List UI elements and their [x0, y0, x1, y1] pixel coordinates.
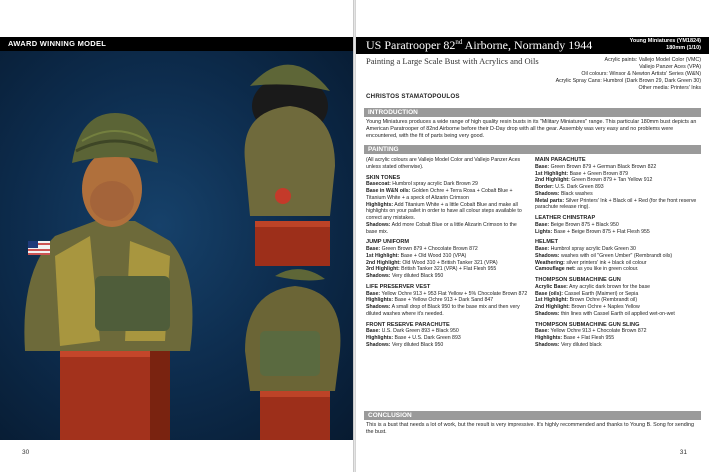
paint-recipe-line: [366, 202, 528, 222]
recipe-text: Green Brown 879 + German Black Brown 822: [549, 163, 657, 170]
recipe-label: Highlights:: [366, 201, 394, 208]
paint-recipe-line: [535, 222, 701, 229]
recipe-text: silver printers' ink + black oil colour: [564, 259, 647, 266]
paint-recipe-line: [366, 291, 528, 298]
section-bar-painting: PAINTING: [364, 145, 701, 154]
paint-recipe-line: [535, 328, 701, 335]
recipe-label: Base:: [535, 163, 550, 170]
recipe-text: Add Titanium White + a little Cobalt Blue and make all highlights on your pallet in order to have all colour steps available to correct any mistakes.: [366, 201, 522, 221]
recipe-text: U.S. Dark Green 893: [553, 184, 604, 190]
recipe-text: washes with oil "Green Umber" (Rembrandt oils): [559, 252, 673, 259]
recipe-text: Base + Beige Brown 875 + Flat Flesh 955: [552, 228, 650, 235]
recipe-text: Green Brown 879 + Tan Yellow 912: [569, 177, 653, 184]
kit-meta: [630, 38, 701, 52]
recipe-text: Green Brown 879 + Chocolate Brown 872: [380, 246, 478, 252]
conclusion-text: This is a bust that needs a lot of work, but the result is very impressive. It's highly recommended and thanks to Young B. Song for sending the bust.: [366, 422, 694, 435]
recipe-label: Base (oils):: [535, 290, 563, 297]
recipe-label: Highlights:: [366, 335, 394, 341]
paint-section-heading: JUMP UNIFORM: [366, 239, 410, 246]
recipe-label: Base:: [535, 221, 550, 228]
paint-recipe-line: [366, 273, 528, 280]
recipe-label: Shadows:: [535, 190, 560, 197]
recipe-text: Add more Cobalt Blue or a little Alizarin Crimson to the base mix.: [366, 221, 517, 235]
recipe-label: Base:: [366, 290, 381, 297]
recipe-label: Lights:: [535, 228, 553, 235]
paint-recipe-line: [535, 304, 701, 311]
recipe-text: Old Wood 310 + British Tanker 321 (VPA): [400, 259, 498, 266]
recipe-label: Base:: [535, 246, 550, 252]
recipe-label: Shadows:: [366, 221, 391, 228]
introduction-text: Young Miniatures produces a wide range of high quality resin busts in its "Military Miniatures" range. This particular 180mm bust depicts an American Paratrooper of 82nd Airborne before their D-Day drop with all the gear. Assembly was very easy and no problems were encountered, with the fit of parts being very good.: [366, 119, 697, 139]
paint-recipe-line: [535, 297, 701, 304]
recipe-label: Base:: [366, 328, 381, 335]
bust-illustration: [0, 51, 354, 440]
right-page: [356, 0, 709, 472]
paint-recipe-line: [366, 304, 528, 318]
paint-recipe-line: [535, 335, 701, 342]
paint-section-heading: MAIN PARACHUTE: [535, 157, 586, 163]
paint-recipe-line: [535, 253, 701, 260]
right-header-bar: [356, 37, 709, 54]
recipe-label: Base in W&N oils:: [366, 188, 411, 194]
recipe-text: Golden Ochre + Terra Rosa + Cobalt Blue + Titanium White + a speck of Alizarin Crimson: [366, 188, 513, 201]
recipe-text: as you like in green colour.: [575, 266, 639, 273]
recipe-label: Acrylic Base:: [535, 283, 568, 290]
paint-recipe-line: [535, 342, 701, 349]
paint-recipe-line: [366, 297, 528, 304]
recipe-text: Brown Ochre (Rembrandt oil): [568, 297, 638, 304]
recipe-label: 2nd Highlight:: [535, 304, 570, 310]
recipe-text: thin lines with Cassel Earth oil applied wet-on-wet: [559, 310, 675, 317]
recipe-label: Weathering:: [535, 259, 565, 266]
paint-section-heading: LIFE PRESERVER VEST: [366, 283, 431, 290]
left-header-bar: [0, 37, 354, 51]
paint-recipe-line: [535, 266, 701, 273]
kit-manufacturer: Young Miniatures (YM1824): [629, 38, 701, 44]
painting-column-left: [366, 157, 528, 349]
paint-recipe-line: [535, 171, 701, 178]
paint-recipe-line: [535, 198, 701, 212]
recipe-text: Very diluted Black 950: [390, 341, 444, 348]
paint-recipe-line: [366, 328, 528, 335]
recipe-label: 3rd Highlight:: [366, 266, 400, 273]
recipe-text: Very diluted black: [559, 341, 602, 348]
paint-recipe-line: [366, 181, 528, 188]
recipe-text: Cassel Earth (Maimeri) or Sepia: [562, 290, 639, 297]
paint-recipe-line: [535, 311, 701, 318]
recipe-text: Yellow Ochre 913 + 953 Flat Yellow + 5% Chocolate Brown 872: [380, 290, 528, 297]
paint-recipe-line: [535, 246, 701, 253]
recipe-text: British Tanker 321 (VPA) + Flat Flesh 955: [399, 266, 497, 273]
recipe-text: Base + Green Brown 879: [568, 170, 628, 177]
paint-recipe-line: [535, 291, 701, 298]
paint-note: (All acrylic colours are Vallejo Model Color and Vallejo Panzer Aces unless stated otherwise).: [366, 157, 521, 170]
left-page: [0, 0, 354, 472]
paint-recipe-line: [535, 184, 701, 191]
page-number-left: 30: [22, 449, 30, 456]
bust-photo: [0, 51, 354, 440]
recipe-label: Shadows:: [366, 341, 391, 348]
recipe-label: Camouflage net:: [535, 266, 576, 273]
recipe-text: Humbrol spray acrylic Dark Green 30: [549, 246, 636, 252]
paint-recipe-line: [535, 284, 701, 291]
recipe-text: Base + Yellow Ochre 913 + Dark Sand 847: [393, 297, 494, 304]
paint-recipe-line: [366, 253, 528, 260]
paint-recipe-line: [366, 342, 528, 349]
recipe-text: Base + Flat Flesh 955: [562, 335, 615, 341]
article-subtitle: Painting a Large Scale Bust with Acrylics and Oils: [366, 56, 539, 66]
paint-recipe-line: [366, 335, 528, 342]
paint-section-heading: SKIN TONES: [366, 174, 401, 181]
recipe-label: Highlights:: [535, 335, 563, 341]
recipe-label: 2nd Highlight:: [366, 259, 401, 266]
article-title: US Paratrooper 82nd Airborne, Normandy 1944: [366, 38, 593, 52]
paint-section-heading: THOMPSON SUBMACHINE GUN: [535, 277, 621, 283]
recipe-text: Base + Old Wood 310 (VPA): [399, 252, 467, 259]
paint-section-heading: THOMPSON SUBMACHINE GUN SLING: [535, 321, 640, 328]
recipe-text: A small drop of Black 950 to the base mix and then very diluted washes where it's needed.: [366, 304, 520, 317]
recipe-text: Very diluted Black 950: [390, 273, 444, 279]
recipe-text: Brown Ochre + Naples Yellow: [569, 304, 640, 310]
recipe-label: Border:: [535, 184, 554, 190]
recipe-text: Base + U.S. Dark Green 893: [393, 335, 461, 341]
painting-column-right: [535, 157, 701, 349]
recipe-text: U.S. Dark Green 893 + Black 950: [380, 328, 459, 335]
recipe-label: 1st Highlight:: [535, 297, 569, 304]
recipe-text: Silver Printers' Ink + Black oil + Red (for the front reserve parachute release ring).: [535, 197, 697, 211]
recipe-text: Beige Brown 875 + Black 950: [549, 221, 619, 228]
paint-recipe-line: [366, 266, 528, 273]
recipe-text: Black washes: [559, 190, 593, 197]
paint-section-heading: HELMET: [535, 239, 558, 246]
author-name: CHRISTOS STAMATOPOULOS: [366, 93, 460, 100]
recipe-label: 2nd Highlight:: [535, 177, 570, 184]
recipe-label: Highlights:: [366, 297, 394, 304]
paint-recipe-line: [366, 246, 528, 253]
paint-recipe-line: [535, 229, 701, 236]
paint-recipe-line: [535, 177, 701, 184]
recipe-label: Base:: [366, 246, 381, 252]
recipe-label: 1st Highlight:: [535, 170, 569, 177]
recipe-label: Shadows:: [535, 310, 560, 317]
kit-scale: 180mm (1/10): [666, 45, 701, 51]
recipe-label: Shadows:: [535, 252, 560, 259]
section-bar-conclusion: CONCLUSION: [364, 411, 701, 420]
paint-recipe-line: [535, 164, 701, 171]
recipe-text: Any acrylic dark brown for the base: [567, 283, 651, 290]
paint-section-heading: LEATHER CHINSTRAP: [535, 215, 596, 221]
paint-recipe-line: [366, 260, 528, 267]
recipe-label: Shadows:: [535, 341, 560, 348]
paint-section-heading: FRONT RESERVE PARACHUTE: [366, 321, 450, 328]
recipe-label: Base:: [535, 328, 550, 335]
recipe-label: Basecoat:: [366, 181, 391, 188]
paint-recipe-line: [535, 260, 701, 267]
paint-recipe-line: [366, 222, 528, 236]
recipe-text: Yellow Ochre 913 + Chocolate Brown 872: [549, 328, 647, 335]
recipe-text: Humbrol spray acrylic Dark Brown 29: [390, 181, 478, 188]
paint-recipe-line: [535, 191, 701, 198]
section-bar-introduction: INTRODUCTION: [364, 108, 701, 117]
recipe-label: Shadows:: [366, 273, 391, 279]
recipe-label: 1st Highlight:: [366, 252, 400, 259]
page-number-right: 31: [679, 449, 687, 456]
recipe-label: Shadows:: [366, 304, 391, 310]
materials-credits: Acrylic paints: Vallejo Model Color (VMC) Vallejo Panzer Aces (VPA) Oil colours: Winsor & Newton Artists' Series (W&N) Acrylic Spray Cans: Humbrol (Dark Brown 29, Dark Green 30) Other media: Printers' Inks: [555, 57, 701, 91]
paint-recipe-line: [366, 188, 528, 202]
section-label: AWARD WINNING MODEL: [8, 39, 107, 48]
recipe-label: Metal parts:: [535, 197, 565, 204]
